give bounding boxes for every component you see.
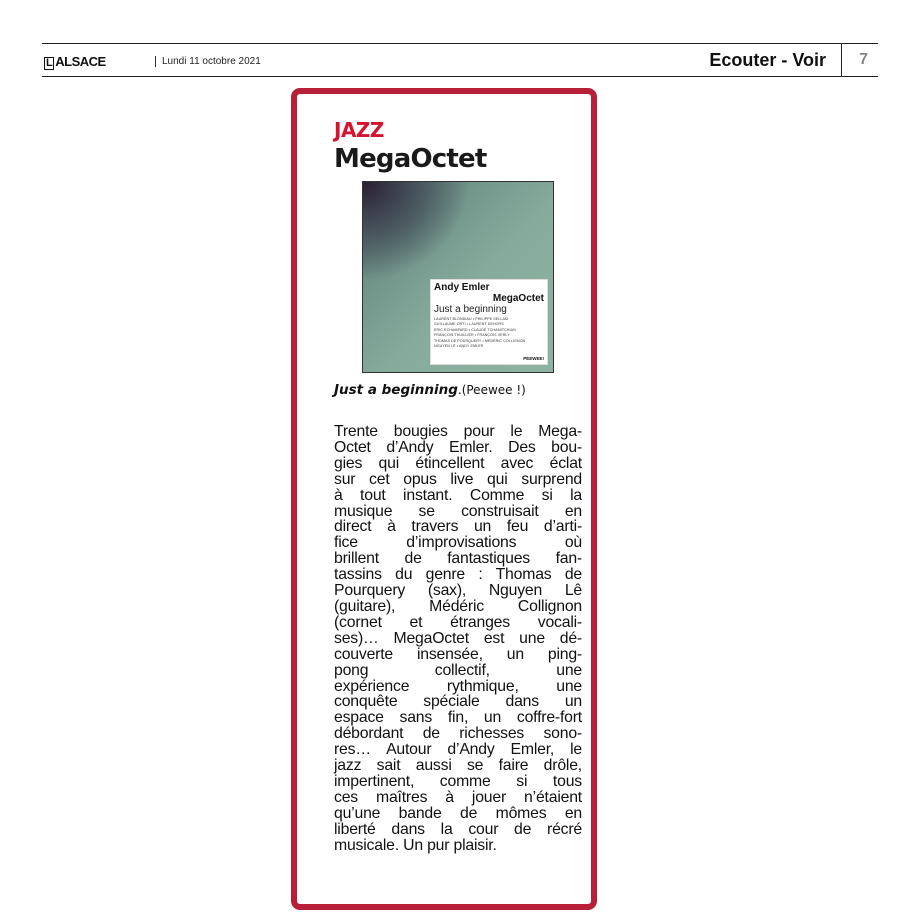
body-line: pong collectif, une [334, 661, 582, 679]
album-label: .(Peewee !) [457, 383, 526, 397]
section-title: Ecouter - Voir [709, 50, 826, 70]
body-line: fice d’improvisations où [334, 534, 582, 552]
cover-credit-line: LAURENT BLONDIAU • PHILIPPE SELLAM [434, 317, 509, 321]
body-line: tassins du genre : Thomas de [334, 566, 582, 584]
cover-credit-line: THOMAS DE POURQUERY • MÉDÉRIC COLLIGNON [434, 338, 526, 343]
article-rubric: JAZZ [334, 118, 384, 142]
issue-date: Lundi 11 octobre 2021 [162, 56, 261, 67]
cover-subtitle: Just a beginning [434, 304, 507, 315]
cover-record-label: PEEWEE! [523, 356, 544, 361]
body-line: (guitare), Médéric Collignon [334, 597, 582, 615]
body-line: débordant de richesses sono- [334, 725, 582, 743]
body-line: Octet d’Andy Emler. Des bou- [334, 438, 582, 456]
body-line: Pourquery (sax), Nguyen Lê [334, 582, 582, 600]
cover-artist: Andy Emler [434, 282, 490, 293]
article-body [334, 424, 582, 853]
page-number: 7 [859, 51, 868, 68]
header-divider [155, 56, 156, 67]
body-line: à tout instant. Comme si la [334, 486, 582, 504]
album-cover-label [431, 280, 547, 364]
body-line: Trente bougies pour le Mega- [334, 423, 582, 440]
body-line: expérience rythmique, une [334, 677, 582, 695]
body-line: direct à travers un feu d’arti- [334, 518, 582, 536]
page-number-divider [841, 44, 843, 76]
body-line: liberté dans la cour de récré [334, 820, 582, 838]
cover-credit-line: FRANÇOIS THUILLIER • FRANÇOIS VERLY [434, 333, 510, 338]
body-line: qu’une bande de mômes en [334, 804, 582, 822]
album-cover [362, 181, 554, 373]
body-line: gies qui étincellent avec éclat [334, 454, 582, 472]
article-title: MegaOctet [334, 144, 487, 174]
cover-group: MegaOctet [492, 293, 544, 304]
body-line: musique se construisait en [334, 502, 582, 520]
body-line: ces maîtres à jouer n’étaient [334, 788, 582, 806]
body-line: espace sans fin, un coffre-fort [334, 709, 582, 727]
body-line: couverte insensée, un ping- [334, 645, 582, 663]
body-line: jazz sait aussi se faire drôle, [334, 757, 582, 775]
body-line: res… Autour d’Andy Emler, le [334, 741, 582, 759]
body-line: musicale. Un pur plaisir. [334, 836, 497, 854]
body-line: impertinent, comme si tous [334, 772, 582, 790]
body-line: (cornet et étranges vocali- [334, 613, 582, 631]
logo-text: ALSACE [55, 54, 106, 69]
logo-mark: L [46, 57, 53, 69]
body-line: brillent de fantastiques fan- [334, 550, 582, 568]
cover-credit-line: NGUYEN LÊ • ANDY EMLER [434, 344, 484, 349]
cover-credits [434, 317, 544, 349]
cover-credit-line: GUILLAUME ORTI • LAURENT DEHORS [434, 322, 504, 327]
article-box [291, 88, 597, 910]
album-caption [334, 382, 526, 398]
newspaper-logo [44, 54, 106, 70]
body-line: ses)… MegaOctet est une dé- [334, 629, 582, 647]
page-header [42, 43, 878, 77]
body-line: sur cet opus live qui surprend [334, 470, 582, 488]
album-title: Just a beginning [334, 382, 458, 398]
body-line: conquête spéciale dans un [334, 693, 582, 711]
cover-credit-line: ERIC ECHAMPARD • CLAUDE TCHAMITCHIAN [434, 327, 516, 332]
